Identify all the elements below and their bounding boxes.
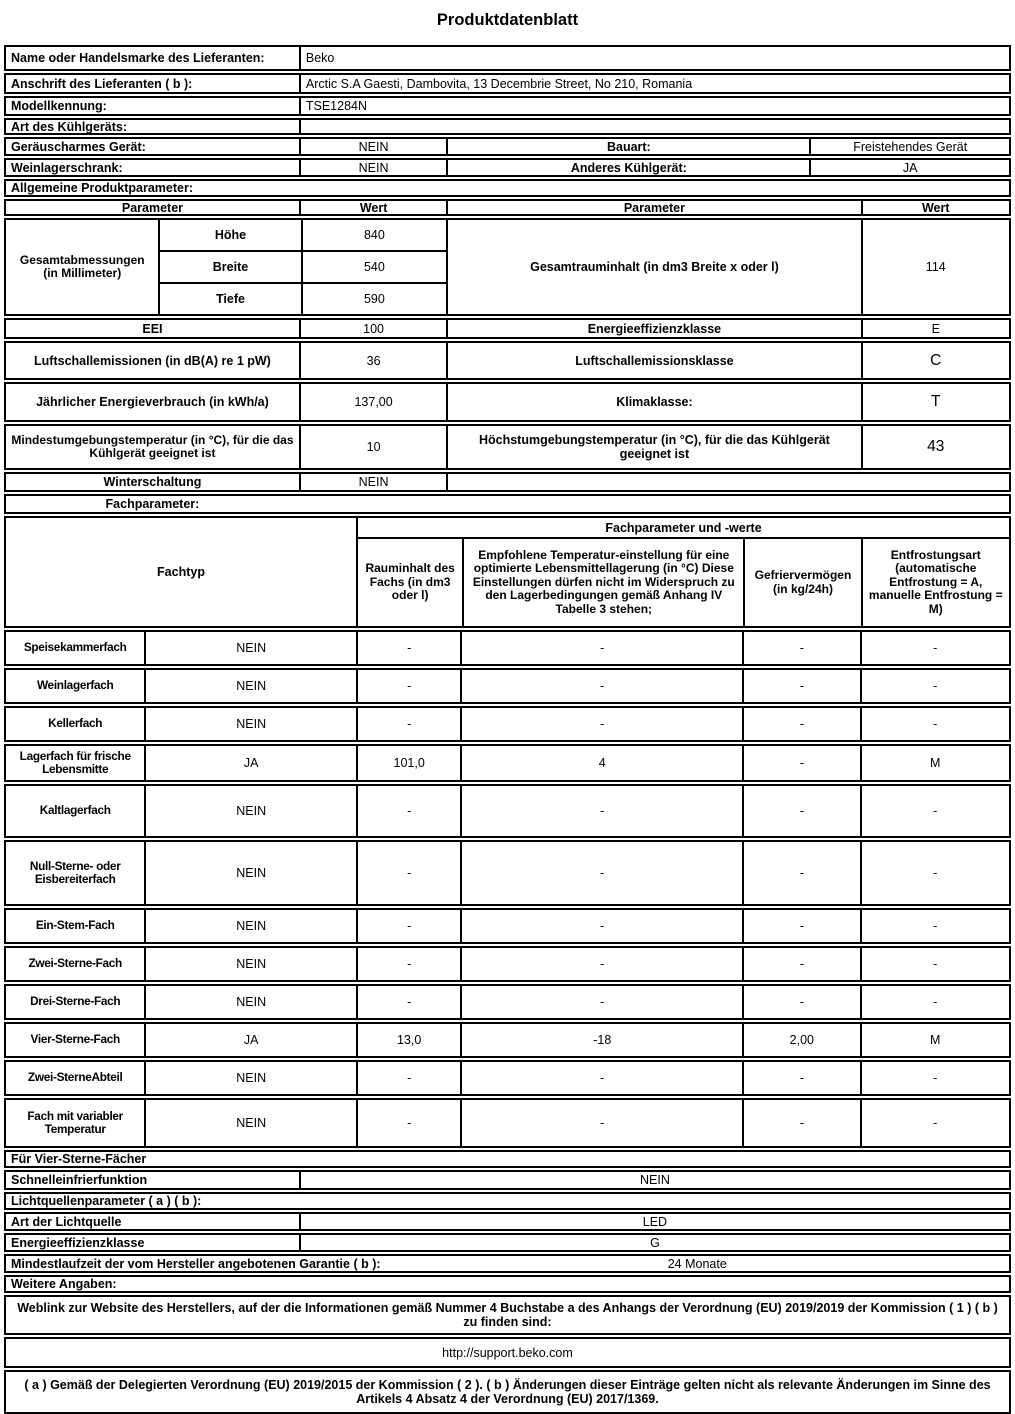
compartment-freeze: -: [742, 746, 859, 780]
row-eei: [4, 318, 1011, 339]
compartment-present: NEIN: [144, 910, 356, 942]
value-supplier-name: Beko: [299, 47, 1009, 69]
compartment-name: Drei-Sterne-Fach: [30, 994, 121, 1009]
value-low-noise: NEIN: [299, 139, 446, 154]
compartment-present: NEIN: [144, 708, 356, 740]
value-annual-energy: 137,00: [299, 384, 446, 420]
label-model-id: Modellkennung:: [11, 99, 107, 113]
compartment-row-pantry: [4, 630, 1011, 666]
value-light-energy-class: G: [299, 1235, 1009, 1250]
header-fachtyp: Fachtyp: [157, 565, 205, 579]
compartment-temp: -: [460, 1062, 742, 1094]
compartment-freeze: -: [742, 786, 859, 836]
compartment-volume: 101,0: [356, 746, 460, 780]
label-hoehe: Höhe: [214, 228, 247, 242]
compartment-header-columns: [358, 539, 1009, 626]
value-noise-emission: 36: [299, 343, 446, 378]
compartment-freeze: -: [742, 1100, 859, 1146]
compartment-name: Zwei-SterneAbteil: [27, 1070, 123, 1085]
row-param-header: [4, 199, 1011, 216]
compartment-defrost: -: [860, 842, 1010, 904]
section-light-source-title: Lichtquellenparameter ( a ) ( b ):: [11, 1194, 202, 1208]
header-parameter-2: Parameter: [446, 201, 860, 214]
header-volume: Rauminhalt des Fachs (in dm3 oder l): [365, 561, 455, 603]
compartment-name: Lagerfach für frische Lebensmitte: [19, 748, 131, 776]
header-fach-group: Fachparameter und -werte: [358, 518, 1009, 539]
compartment-defrost: -: [860, 670, 1010, 702]
label-fast-freeze: Schnelleinfrierfunktion: [11, 1173, 148, 1187]
compartment-present: NEIN: [144, 1062, 356, 1094]
label-supplier-address: Anschrift des Lieferanten ( b ):: [11, 76, 193, 91]
compartment-temp: -: [460, 1100, 742, 1146]
row-supplier-name: [4, 45, 1011, 71]
compartment-present: NEIN: [144, 948, 356, 980]
value-energy-class: E: [861, 320, 1009, 337]
compartment-defrost: -: [860, 786, 1010, 836]
header-parameter-1: Parameter: [121, 201, 184, 214]
value-model-id: TSE1284N: [299, 98, 1009, 114]
compartment-temp: -: [460, 670, 742, 702]
value-light-type: LED: [299, 1214, 1009, 1229]
compartment-row-zero-star: [4, 840, 1011, 906]
dimensions-subtable: [158, 220, 446, 314]
compartment-row-four-star: [4, 1022, 1011, 1058]
label-energy-class: Energieeffizienzklasse: [446, 320, 860, 337]
compartment-row-one-star: [4, 908, 1011, 944]
compartment-row-wine: [4, 668, 1011, 704]
section-general-title: Allgemeine Produktparameter:: [11, 181, 193, 195]
compartment-row-two-star-section: [4, 1060, 1011, 1096]
value-tiefe: 590: [301, 284, 447, 314]
row-weblink-description: [4, 1295, 1011, 1335]
compartment-temp: -: [460, 910, 742, 942]
compartment-temp: -: [460, 842, 742, 904]
compartment-volume: -: [356, 632, 460, 664]
compartment-temp: 4: [460, 746, 742, 780]
compartment-freeze: -: [742, 632, 859, 664]
row-dimensions: [4, 218, 1011, 316]
value-appliance-type: [299, 120, 1009, 133]
dimension-row-depth: [160, 282, 446, 314]
section-light-source: [4, 1192, 1011, 1210]
compartment-defrost: -: [860, 948, 1010, 980]
compartment-freeze: -: [742, 986, 859, 1018]
value-hoehe: 840: [301, 220, 447, 250]
compartment-present: NEIN: [144, 986, 356, 1018]
compartment-volume: -: [356, 1100, 460, 1146]
compartment-name: Ein-Stem-Fach: [35, 918, 115, 933]
compartment-row-three-star: [4, 984, 1011, 1020]
row-light-type: [4, 1212, 1011, 1231]
compartment-row-chill: [4, 784, 1011, 838]
compartment-freeze: -: [742, 910, 859, 942]
label-wine-storage: Weinlagerschrank:: [11, 160, 123, 175]
compartment-name: Kaltlagerfach: [39, 803, 111, 818]
compartment-volume: -: [356, 948, 460, 980]
header-defrost-type: Entfrostungsart (automatische Entfrostung = A, manuelle Entfrostung = M): [861, 539, 1009, 626]
dimension-row-width: [160, 250, 446, 282]
compartment-defrost: -: [860, 1062, 1010, 1094]
row-fast-freeze: [4, 1170, 1011, 1190]
compartment-temp: -: [460, 708, 742, 740]
value-noise-class: C: [861, 343, 1009, 378]
value-supplier-address: Arctic S.A Gaesti, Dambovita, 13 Decembrie Street, No 210, Romania: [299, 75, 1009, 92]
compartment-row-variable-temp: [4, 1098, 1011, 1148]
section-more-info: [4, 1275, 1011, 1293]
value-design-type: Freistehendes Gerät: [809, 139, 1009, 154]
label-max-ambient-temp: Höchstumgebungstemperatur (in °C), für die das Kühlgerät geeignet ist: [446, 426, 860, 468]
label-total-volume: Gesamtrauminhalt (in dm3 Breite x oder l): [446, 220, 860, 314]
label-noise-class: Luftschallemissionsklasse: [446, 343, 860, 378]
compartment-name: Zwei-Sterne-Fach: [28, 956, 122, 971]
compartment-temp: -: [460, 632, 742, 664]
label-annual-energy: Jährlicher Energieverbrauch (in kWh/a): [36, 395, 269, 409]
compartment-freeze: 2,00: [742, 1024, 859, 1056]
row-noise-emission: [4, 341, 1011, 380]
value-wine-storage: NEIN: [299, 160, 446, 175]
label-warranty: Mindestlaufzeit der vom Hersteller angebotenen Garantie ( b ):: [11, 1256, 381, 1271]
value-other-appliance: JA: [809, 160, 1009, 175]
row-weblink-url: [4, 1337, 1011, 1368]
compartment-freeze: -: [742, 842, 859, 904]
compartment-row-fresh-food: [4, 744, 1011, 782]
value-total-volume: 114: [861, 220, 1009, 314]
value-fast-freeze: NEIN: [299, 1172, 1009, 1188]
compartment-volume: -: [356, 986, 460, 1018]
label-light-type: Art der Lichtquelle: [11, 1214, 122, 1229]
label-low-noise: Geräuscharmes Gerät:: [11, 139, 146, 154]
compartment-name: Weinlagerfach: [36, 678, 114, 693]
compartment-present: NEIN: [144, 786, 356, 836]
row-footnote: [4, 1370, 1011, 1414]
row-model-id: [4, 96, 1011, 116]
compartment-present: NEIN: [144, 632, 356, 664]
compartment-name: Speisekammerfach: [23, 640, 127, 655]
weblink-description: Weblink zur Website des Herstellers, auf der die Informationen gemäß Nummer 4 Buchstabe a des Anhangs der Verordnung (EU) 2019/2019 der Kommission ( 1 ) ( b ) zu finden sind:: [17, 1301, 998, 1329]
compartment-freeze: -: [742, 708, 859, 740]
compartment-defrost: -: [860, 910, 1010, 942]
compartment-volume: 13,0: [356, 1024, 460, 1056]
value-max-ambient-temp: 43: [861, 426, 1009, 468]
value-eei: 100: [299, 320, 446, 337]
compartment-present: NEIN: [144, 670, 356, 702]
section-four-star: [4, 1150, 1011, 1168]
compartment-present: JA: [144, 1024, 356, 1056]
row-compartment-header: [4, 516, 1011, 628]
compartment-temp: -: [460, 786, 742, 836]
compartment-volume: -: [356, 1062, 460, 1094]
compartment-name: Kellerfach: [48, 716, 103, 731]
compartment-temp: -: [460, 986, 742, 1018]
header-wert-1: Wert: [299, 201, 446, 214]
label-min-ambient-temp: Mindestumgebungstemperatur (in °C), für die das Kühlgerät geeignet ist: [11, 432, 294, 460]
header-recommended-temp: Empfohlene Temperatur-einstellung für eine optimierte Lebensmittellagerung (in °C) Diese Einstellungen dürfen nicht im Widerspruch zu den Lagerbedingungen gemäß Anhang IV Tabelle 3 stehen;: [462, 539, 743, 626]
compartment-defrost: -: [860, 986, 1010, 1018]
row-appliance-type: [4, 118, 1011, 135]
compartment-defrost: -: [860, 1100, 1010, 1146]
page-title: Produktdatenblatt: [436, 11, 579, 29]
compartment-name: Null-Sterne- oder Eisbereiterfach: [29, 858, 121, 886]
section-compartment-title: Fachparameter:: [105, 497, 200, 511]
section-four-star-title: Für Vier-Sterne-Fächer: [11, 1152, 147, 1166]
value-breite: 540: [301, 252, 447, 282]
compartment-volume: -: [356, 842, 460, 904]
compartment-present: NEIN: [144, 842, 356, 904]
compartment-name: Fach mit variabler Temperatur: [27, 1108, 123, 1136]
compartment-defrost: M: [860, 746, 1010, 780]
empty-cell: [446, 474, 1009, 490]
value-min-ambient-temp: 10: [299, 426, 446, 468]
compartment-volume: -: [356, 670, 460, 702]
label-design-type: Bauart:: [446, 139, 809, 154]
section-general-parameters: [4, 179, 1011, 197]
compartment-name: Vier-Sterne-Fach: [30, 1032, 120, 1047]
compartment-header-right: [356, 518, 1009, 626]
compartment-freeze: -: [742, 1062, 859, 1094]
label-appliance-type: Art des Kühlgeräts:: [11, 120, 127, 133]
compartment-freeze: -: [742, 948, 859, 980]
compartment-temp: -18: [460, 1024, 742, 1056]
header-wert-2: Wert: [861, 201, 1009, 214]
compartment-row-two-star: [4, 946, 1011, 982]
compartment-present: NEIN: [144, 1100, 356, 1146]
compartment-defrost: -: [860, 632, 1010, 664]
label-tiefe: Tiefe: [216, 292, 245, 306]
value-climate-class: T: [861, 384, 1009, 420]
label-climate-class: Klimaklasse:: [446, 384, 860, 420]
row-wine-storage: [4, 158, 1011, 177]
label-eei: EEI: [142, 321, 163, 336]
compartment-volume: -: [356, 786, 460, 836]
section-more-info-title: Weitere Angaben:: [11, 1277, 117, 1291]
weblink-url: http://support.beko.com: [442, 1345, 573, 1360]
compartment-freeze: -: [742, 670, 859, 702]
compartment-defrost: M: [860, 1024, 1010, 1056]
row-ambient-temperature: [4, 424, 1011, 470]
compartment-defrost: -: [860, 708, 1010, 740]
label-supplier-name: Name oder Handelsmarke des Lieferanten:: [11, 51, 265, 65]
row-light-energy-class: [4, 1233, 1011, 1252]
compartment-volume: -: [356, 910, 460, 942]
row-winter-setting: [4, 472, 1011, 492]
value-winter-setting: NEIN: [299, 474, 446, 490]
compartment-volume: -: [356, 708, 460, 740]
label-winter-setting: Winterschaltung: [103, 475, 202, 489]
header-freezing-capacity: Gefriervermögen (in kg/24h): [743, 539, 860, 626]
label-light-energy-class: Energieeffizienzklasse: [11, 1235, 145, 1250]
row-low-noise: [4, 137, 1011, 156]
compartment-temp: -: [460, 948, 742, 980]
footnote-text: ( a ) Gemäß der Delegierten Verordnung (EU) 2019/2015 der Kommission ( 2 ). ( b ) Änderungen dieser Einträge gelten nicht als relevante Änderungen im Sinne des Artikels 4 Absatz 4 der Verordnung (EU) 2017/1369.: [24, 1378, 991, 1406]
label-other-appliance: Anderes Kühlgerät:: [446, 160, 809, 175]
label-noise-emission: Luftschallemissionen (in dB(A) re 1 pW): [34, 353, 271, 368]
compartment-row-cellar: [4, 706, 1011, 742]
label-breite: Breite: [212, 260, 249, 274]
section-compartment-parameters: [4, 494, 1011, 514]
dimension-row-height: [160, 220, 446, 250]
value-warranty: 24 Monate: [667, 1256, 727, 1271]
row-annual-energy: [4, 382, 1011, 422]
row-supplier-address: [4, 73, 1011, 94]
label-overall-dimensions: Gesamtabmessungen (in Millimeter): [19, 252, 145, 280]
row-warranty: [4, 1254, 1011, 1273]
compartment-present: JA: [144, 746, 356, 780]
